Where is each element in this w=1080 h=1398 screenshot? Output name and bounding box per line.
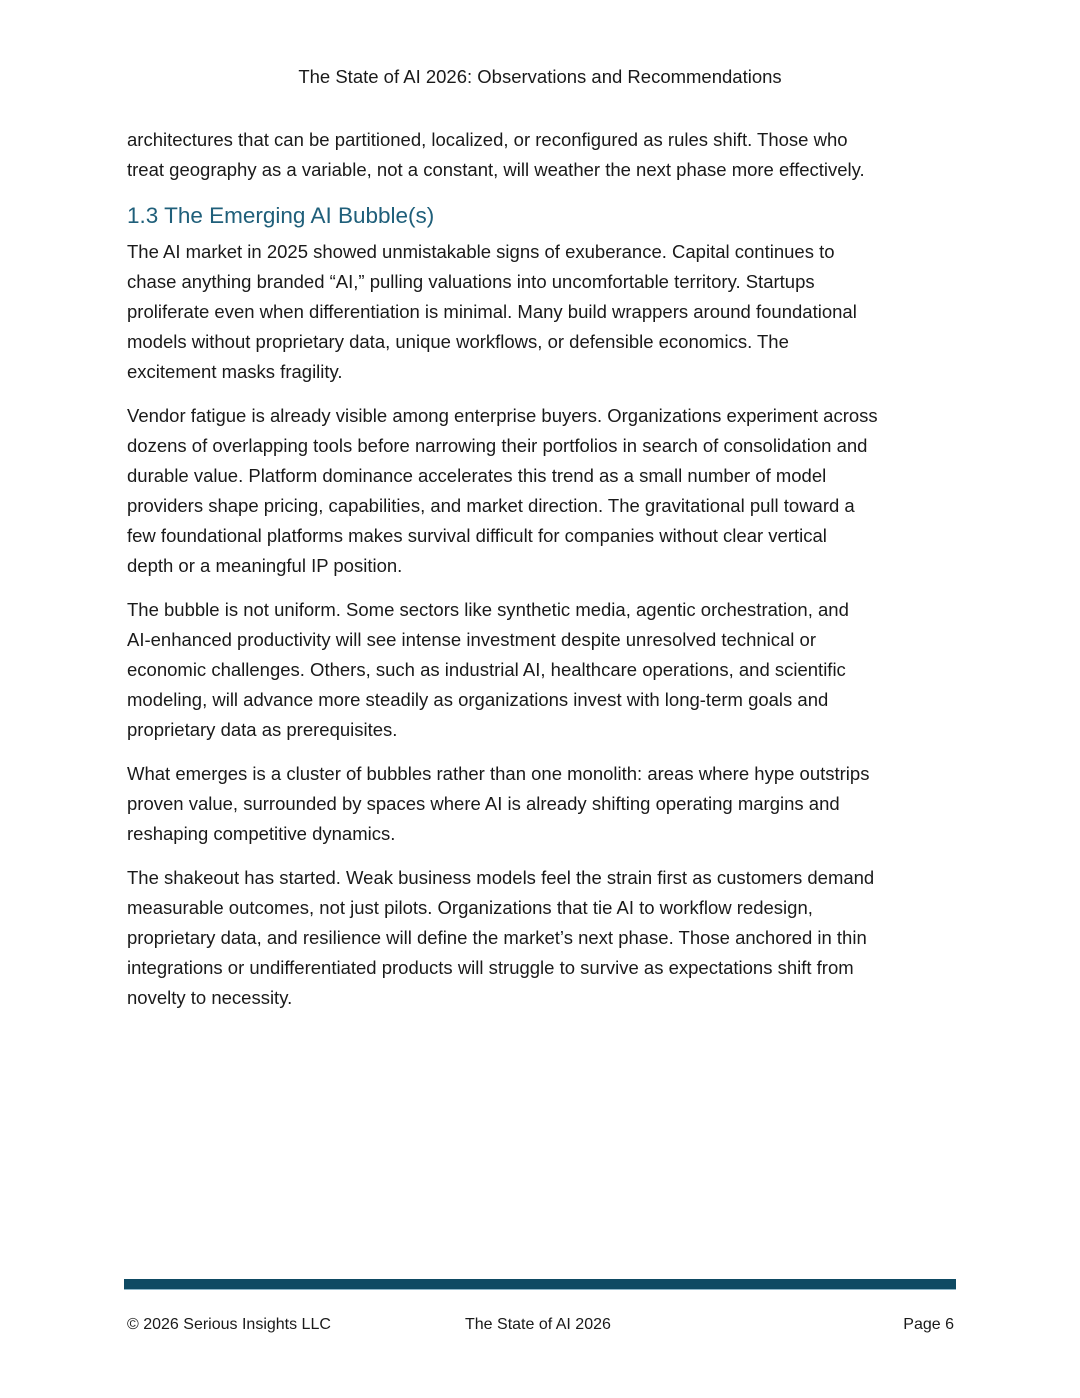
text-line: AI-enhanced productivity will see intense investment despite unresolved technical or — [127, 629, 816, 650]
body-paragraph — [127, 595, 967, 745]
footer-page-number: Page 6 — [903, 1316, 954, 1333]
body-paragraph — [127, 401, 967, 581]
footer-copyright: © 2026 Serious Insights LLC — [127, 1316, 331, 1333]
text-line: measurable outcomes, not just pilots. Organizations that tie AI to workflow redesign, — [127, 897, 813, 918]
body-paragraph — [127, 863, 967, 1013]
text-line: economic challenges. Others, such as industrial AI, healthcare operations, and scientific — [127, 659, 846, 680]
section-heading: 1.3 The Emerging AI Bubble(s) — [127, 203, 435, 228]
text-line: treat geography as a variable, not a constant, will weather the next phase more effectively. — [127, 159, 865, 180]
text-line: novelty to necessity. — [127, 987, 293, 1008]
text-line: architectures that can be partitioned, localized, or reconfigured as rules shift. Those who — [127, 129, 848, 150]
text-line: reshaping competitive dynamics. — [127, 823, 396, 844]
text-line: depth or a meaningful IP position. — [127, 555, 403, 576]
text-line: The shakeout has started. Weak business models feel the strain first as customers demand — [127, 867, 875, 888]
text-line: proprietary data as prerequisites. — [127, 719, 398, 740]
text-line: The bubble is not uniform. Some sectors like synthetic media, agentic orchestration, and — [127, 599, 849, 620]
text-line: providers shape pricing, capabilities, and market direction. The gravitational pull toward a — [127, 495, 855, 516]
page-footer — [127, 1314, 954, 1336]
text-line: excitement masks fragility. — [127, 361, 343, 382]
text-line: dozens of overlapping tools before narrowing their portfolios in search of consolidation and — [127, 435, 868, 456]
section-body — [127, 237, 967, 1013]
text-line: Vendor fatigue is already visible among enterprise buyers. Organizations experiment across — [127, 405, 878, 426]
intro-paragraph — [127, 125, 967, 185]
body-paragraph — [127, 759, 967, 849]
text-line: proven value, surrounded by spaces where AI is already shifting operating margins and — [127, 793, 840, 814]
text-line: The AI market in 2025 showed unmistakable signs of exuberance. Capital continues to — [127, 241, 835, 262]
text-line: integrations or undifferentiated products will struggle to survive as expectations shift from — [127, 957, 854, 978]
page-header: The State of AI 2026: Observations and Recommendations — [298, 66, 782, 87]
text-line: What emerges is a cluster of bubbles rather than one monolith: areas where hype outstrips — [127, 763, 870, 784]
page-content — [127, 125, 967, 1027]
text-line: chase anything branded “AI,” pulling valuations into uncomfortable territory. Startups — [127, 271, 815, 292]
text-line: proliferate even when differentiation is minimal. Many build wrappers around foundational — [127, 301, 857, 322]
footer-rule — [124, 1279, 956, 1290]
body-paragraph — [127, 237, 967, 387]
footer-doc-title: The State of AI 2026 — [465, 1316, 611, 1333]
text-line: proprietary data, and resilience will define the market’s next phase. Those anchored in thin — [127, 927, 867, 948]
text-line: few foundational platforms makes survival difficult for companies without clear vertical — [127, 525, 827, 546]
text-line: durable value. Platform dominance accelerates this trend as a small number of model — [127, 465, 827, 486]
text-line: modeling, will advance more steadily as organizations invest with long-term goals and — [127, 689, 829, 710]
text-line: models without proprietary data, unique workflows, or defensible economics. The — [127, 331, 789, 352]
